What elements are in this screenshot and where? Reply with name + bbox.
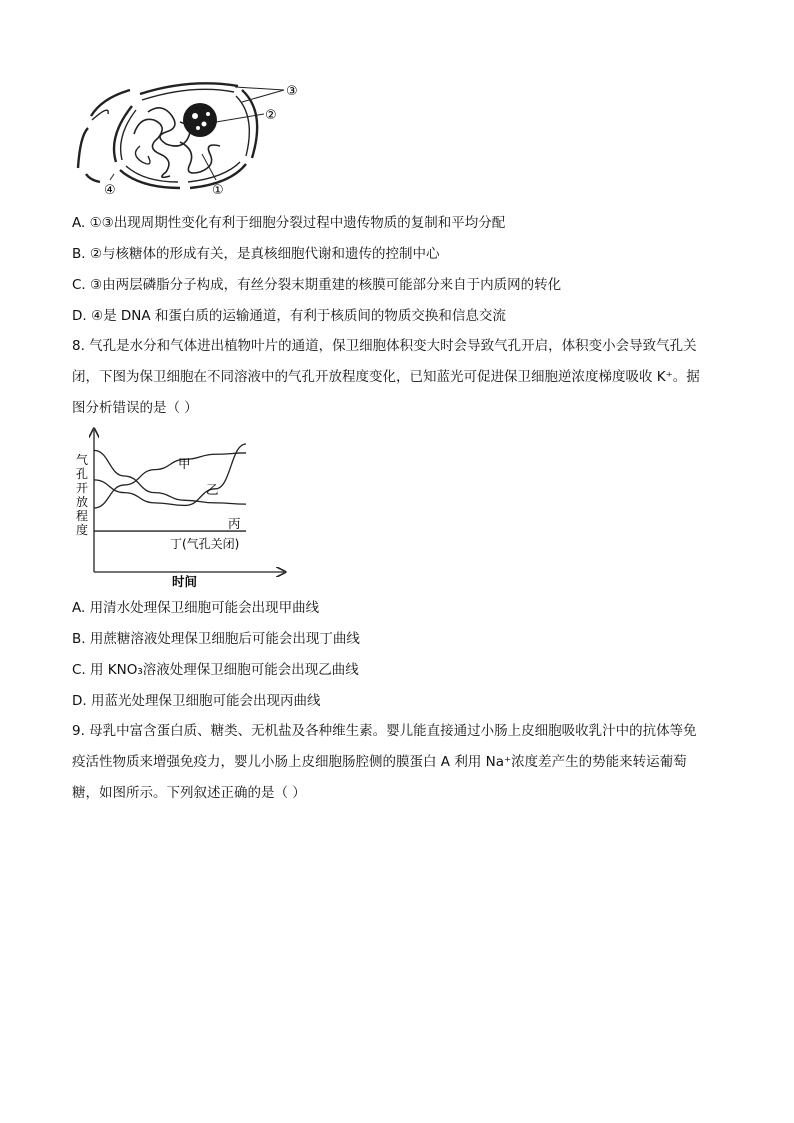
x-axis-label: 时间 bbox=[172, 574, 198, 589]
q8-stem-line-3: 图分析错误的是（ ） bbox=[72, 400, 198, 416]
stomata-chart bbox=[70, 424, 294, 590]
label-4: ④ bbox=[104, 183, 116, 198]
label-2: ② bbox=[265, 108, 277, 123]
q8-option-a: A. 用清水处理保卫细胞可能会出现甲曲线 bbox=[72, 600, 320, 616]
series-label-1: 甲 bbox=[178, 456, 191, 471]
q9-stem-line-1: 9. 母乳中富含蛋白质、糖类、无机盐及各种维生素。婴儿能直接通过小肠上皮细胞吸收乳汁中的抗体等免 bbox=[72, 723, 697, 739]
q8-option-b: B. 用蔗糖溶液处理保卫细胞后可能会出现丁曲线 bbox=[72, 631, 360, 647]
q7-option-c: C. ③由两层磷脂分子构成，有丝分裂末期重建的核膜可能部分来自于内质网的转化 bbox=[72, 277, 562, 293]
y-axis-label: 气孔开放程度 bbox=[76, 453, 89, 537]
cell-nucleus-figure bbox=[70, 76, 310, 204]
q8-stem-line-2: 闭，下图为保卫细胞在不同溶液中的气孔开放程度变化，已知蓝光可促进保卫细胞逆浓度梯度吸收 K⁺。据 bbox=[72, 369, 700, 385]
q8-stem-line-1: 8. 气孔是水分和气体进出植物叶片的通道，保卫细胞体积变大时会导致气孔开启，体积变小会导致气孔关 bbox=[72, 338, 697, 354]
label-1: ① bbox=[212, 183, 224, 198]
q9-stem-line-3: 糖，如图所示。下列叙述正确的是（ ） bbox=[72, 785, 306, 801]
series-label-3: 丙 bbox=[228, 516, 241, 531]
q7-option-d: D. ④是 DNA 和蛋白质的运输通道，有利于核质间的物质交换和信息交流 bbox=[72, 308, 506, 324]
q7-option-b: B. ②与核糖体的形成有关，是真核细胞代谢和遗传的控制中心 bbox=[72, 246, 440, 262]
series-line-1 bbox=[94, 453, 246, 508]
q8-option-d: D. 用蓝光处理保卫细胞可能会出现丙曲线 bbox=[72, 693, 321, 709]
q8-stem bbox=[72, 331, 732, 424]
stomata-chart-svg bbox=[70, 424, 294, 590]
q7-option-a: A. ①③出现周期性变化有利于细胞分裂过程中遗传物质的复制和平均分配 bbox=[72, 215, 506, 231]
series-label-2: 乙 bbox=[206, 482, 219, 497]
q8-option-c: C. 用 KNO₃溶液处理保卫细胞可能会出现乙曲线 bbox=[72, 662, 359, 678]
label-3: ③ bbox=[286, 84, 298, 99]
q9-stem bbox=[72, 716, 732, 809]
cell-nucleus-svg bbox=[70, 76, 310, 204]
series-label-4: 丁(气孔关闭) bbox=[170, 537, 240, 551]
series-line-3 bbox=[94, 450, 246, 504]
q9-stem-line-2: 疫活性物质来增强免疫力，婴儿小肠上皮细胞肠腔侧的膜蛋白 A 利用 Na⁺浓度差产生的势能来转运葡萄 bbox=[72, 754, 687, 770]
